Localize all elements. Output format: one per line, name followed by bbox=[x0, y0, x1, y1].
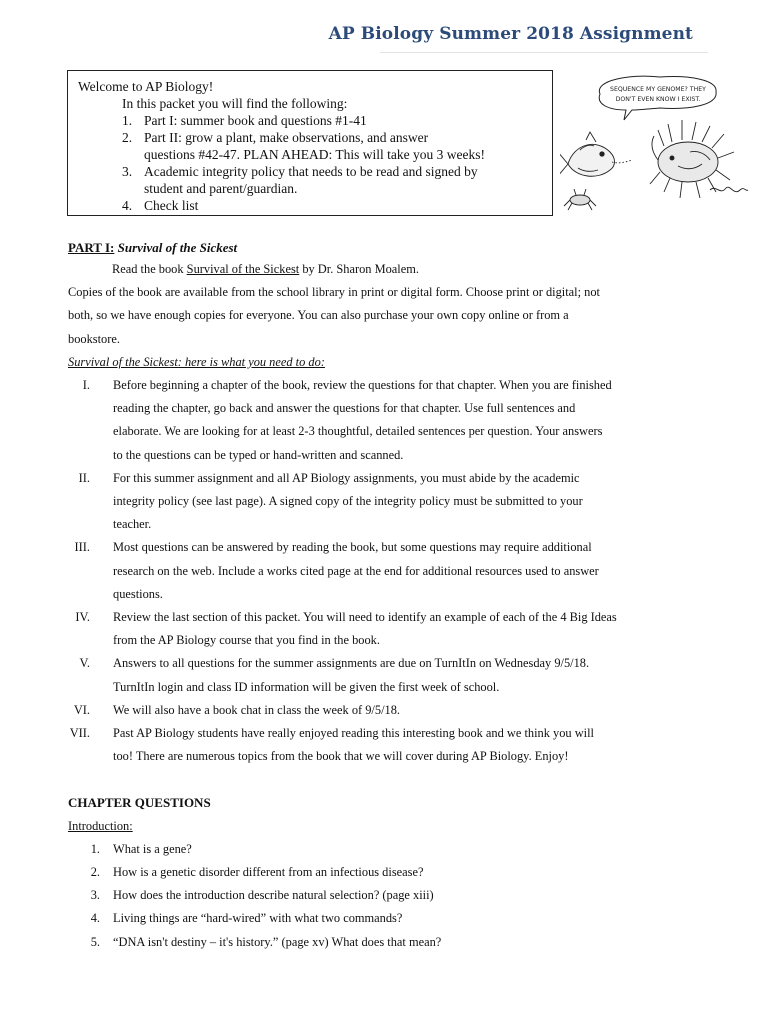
todo-line: Answers to all questions for the summer assignments are due on TurnItIn on Wednesday 9/5/18. bbox=[113, 656, 590, 671]
intro-lead: In this packet you will find the following: bbox=[122, 96, 348, 111]
intro-item-number: 1. bbox=[122, 113, 133, 128]
intro-welcome: Welcome to AP Biology! bbox=[78, 79, 214, 94]
todo-item bbox=[68, 606, 708, 652]
copies-line: bookstore. bbox=[68, 331, 120, 346]
read-post: by Dr. Sharon Moalem. bbox=[299, 262, 419, 276]
question-item bbox=[68, 861, 708, 884]
intro-list-item bbox=[78, 129, 542, 163]
todo-line: reading the chapter, go back and answer the questions for that chapter. Use full sentences and bbox=[113, 401, 576, 416]
question-text: “DNA isn't destiny – it's history.” (page xv) What does that mean? bbox=[113, 934, 442, 949]
question-text: What is a gene? bbox=[113, 841, 192, 856]
todo-number: IV. bbox=[75, 610, 90, 625]
todo-line: Review the last section of this packet. You will need to identify an example of each of the 4 Big Ideas bbox=[113, 610, 617, 625]
intro-item-number: 4. bbox=[122, 198, 133, 213]
question-item bbox=[68, 931, 708, 954]
intro-list-item bbox=[78, 197, 542, 214]
introduction-heading: Introduction: bbox=[68, 818, 133, 833]
chapter-questions-heading: CHAPTER QUESTIONS bbox=[68, 795, 211, 811]
question-text: Living things are “hard-wired” with what two commands? bbox=[113, 911, 403, 926]
todo-line: to the questions can be typed or hand-written and scanned. bbox=[113, 447, 404, 462]
todo-line: too! There are numerous topics from the book that we will cover during AP Biology. Enjoy! bbox=[113, 749, 569, 764]
todo-line: Past AP Biology students have really enjoyed reading this interesting book and we think you will bbox=[113, 726, 594, 741]
part1-heading bbox=[68, 238, 708, 258]
main-content bbox=[68, 238, 708, 954]
todo-item bbox=[68, 374, 708, 467]
todo-line: Before beginning a chapter of the book, review the questions for that chapter. When you are finished bbox=[113, 378, 612, 393]
crab-drawing bbox=[564, 189, 596, 210]
question-number: 2. bbox=[90, 865, 100, 880]
speech-text-line2: DON'T EVEN KNOW I EXIST. bbox=[615, 96, 701, 103]
intro-item-line: Part II: grow a plant, make observations, and answer bbox=[144, 130, 429, 145]
todo-line: We will also have a book chat in class the week of 9/5/18. bbox=[113, 702, 401, 717]
todo-heading: Survival of the Sickest: here is what you need to do: bbox=[68, 354, 325, 369]
intro-item-line: student and parent/guardian. bbox=[144, 181, 298, 196]
todo-number: II. bbox=[78, 470, 90, 485]
question-number: 5. bbox=[90, 934, 100, 949]
intro-item-line: Part I: summer book and questions #1-41 bbox=[144, 113, 367, 128]
todo-line: TurnItIn login and class ID information will be given the first week of school. bbox=[113, 679, 500, 694]
intro-box bbox=[67, 70, 553, 216]
cartoon-illustration bbox=[560, 72, 752, 220]
question-item bbox=[68, 907, 708, 930]
question-item bbox=[68, 884, 708, 907]
creature-drawing bbox=[650, 120, 734, 198]
todo-number: III. bbox=[74, 540, 90, 555]
intro-list-item bbox=[78, 112, 542, 129]
todo-list bbox=[68, 374, 708, 768]
intro-item-line: Academic integrity policy that needs to be read and signed by bbox=[144, 164, 478, 179]
todo-item bbox=[68, 652, 708, 698]
book-title: Survival of the Sickest bbox=[186, 262, 300, 276]
copies-line: Copies of the book are available from the school library in print or digital form. Choose print or digital; not bbox=[68, 285, 600, 300]
question-number: 4. bbox=[90, 911, 100, 926]
question-number: 1. bbox=[90, 841, 100, 856]
question-text: How does the introduction describe natural selection? (page xiii) bbox=[113, 888, 434, 903]
question-text: How is a genetic disorder different from an infectious disease? bbox=[113, 865, 424, 880]
intro-item-number: 3. bbox=[122, 164, 133, 179]
title-rule bbox=[380, 52, 708, 53]
todo-line: elaborate. We are looking for at least 2-3 thoughtful, detailed sentences per question. Your answers bbox=[113, 424, 603, 439]
todo-item bbox=[68, 467, 708, 537]
intro-item-line: questions #42-47. PLAN AHEAD: This will take you 3 weeks! bbox=[144, 147, 485, 162]
todo-line: from the AP Biology course that you find in the book. bbox=[113, 633, 380, 648]
todo-number: VI. bbox=[73, 702, 90, 717]
question-item bbox=[68, 838, 708, 861]
todo-line: questions. bbox=[113, 586, 163, 601]
todo-line: teacher. bbox=[113, 517, 152, 532]
intro-item-line: Check list bbox=[144, 198, 199, 213]
todo-number: V. bbox=[79, 656, 90, 671]
fish-drawing bbox=[560, 132, 632, 176]
intro-item-number: 2. bbox=[122, 130, 133, 145]
question-number: 3. bbox=[90, 888, 100, 903]
copies-paragraph bbox=[68, 281, 708, 351]
todo-item bbox=[68, 536, 708, 606]
part1-read-line bbox=[68, 258, 708, 281]
intro-list bbox=[78, 112, 542, 214]
page-title: AP Biology Summer 2018 Assignment bbox=[328, 24, 693, 44]
todo-line: For this summer assignment and all AP Biology assignments, you must abide by the academic bbox=[113, 470, 580, 485]
todo-item bbox=[68, 699, 708, 722]
copies-line: both, so we have enough copies for everyone. You can also purchase your own copy online or from a bbox=[68, 308, 569, 323]
todo-item bbox=[68, 722, 708, 768]
read-pre: Read the book bbox=[112, 262, 187, 276]
part1-label: PART I: bbox=[68, 240, 115, 255]
todo-number: VII. bbox=[69, 726, 90, 741]
speech-text-line1: SEQUENCE MY GENOME? THEY bbox=[610, 86, 706, 93]
question-list bbox=[68, 838, 708, 954]
todo-line: research on the web. Include a works cited page at the end for additional resources used to answer bbox=[113, 563, 599, 578]
part1-title: Survival of the Sickest bbox=[117, 240, 238, 255]
todo-line: Most questions can be answered by reading the book, but some questions may require additional bbox=[113, 540, 592, 555]
todo-number: I. bbox=[82, 378, 90, 393]
todo-line: integrity policy (see last page). A signed copy of the integrity policy must be submitted to your bbox=[113, 494, 583, 509]
intro-list-item bbox=[78, 163, 542, 197]
